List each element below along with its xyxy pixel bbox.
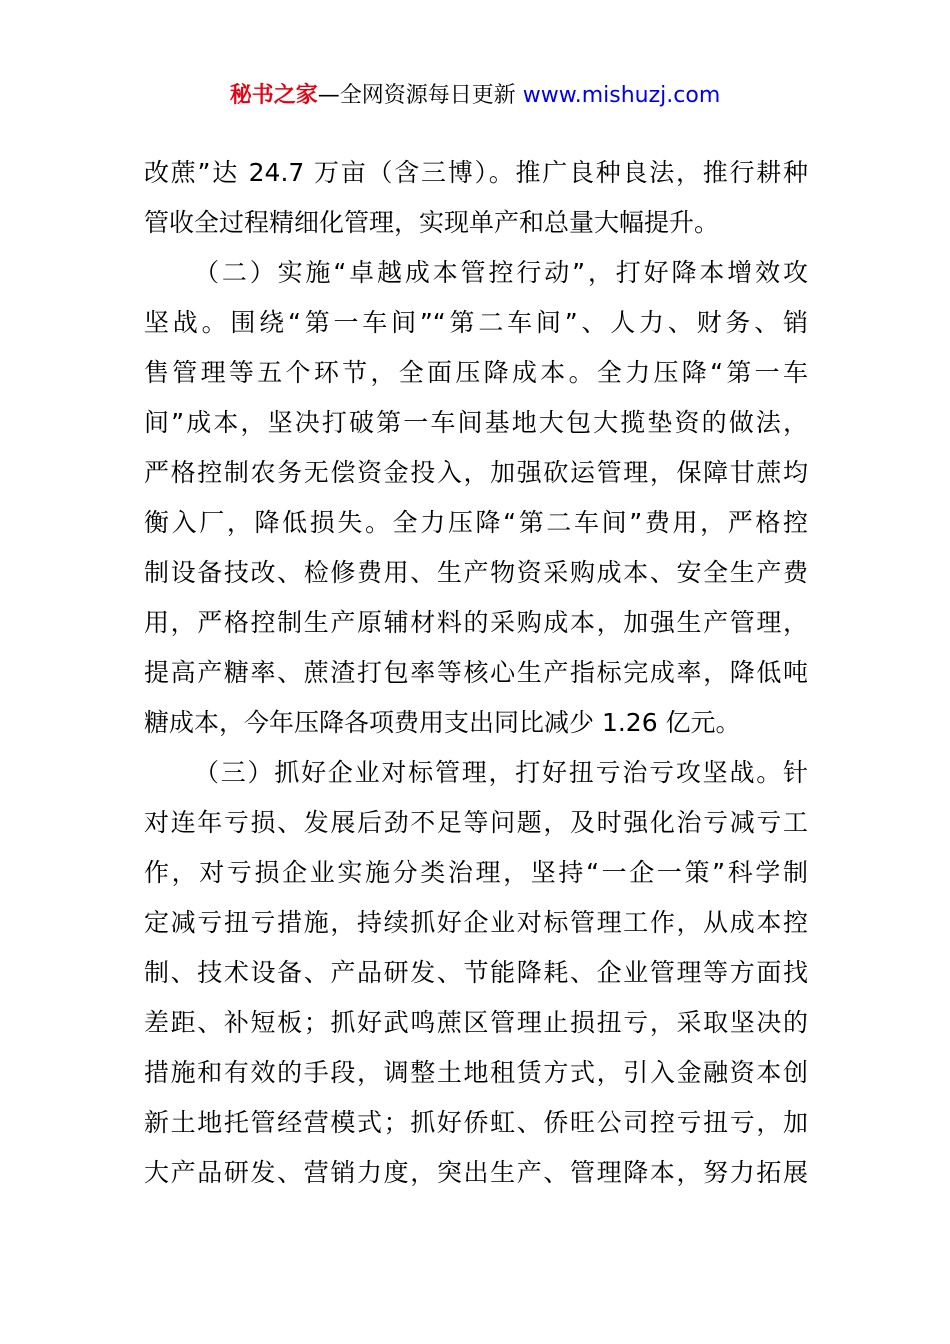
document-body xyxy=(144,148,808,1198)
text-line: 严格控制农务无偿资金投入，加强砍运管理，保障甘蔗均 xyxy=(144,458,808,487)
text-line: 用，严格控制生产原辅材料的采购成本，加强生产管理， xyxy=(144,608,808,637)
text-line: 制、技术设备、产品研发、节能降耗、企业管理等方面找 xyxy=(144,958,808,987)
text-line: 大产品研发、营销力度，突出生产、管理降本，努力拓展 xyxy=(144,1158,808,1187)
text-line: 改蔗”达 24.7 万亩（含三博）。推广良种良法，推行耕种 xyxy=(144,158,808,187)
text-line: 提高产糖率、蔗渣打包率等核心生产指标完成率，降低吨 xyxy=(144,658,808,687)
text-line: 衡入厂，降低损失。全力压降“第二车间”费用，严格控 xyxy=(144,508,808,537)
site-header xyxy=(0,80,950,112)
text-line: 坚战。围绕“第一车间”“第二车间”、人力、财务、销 xyxy=(144,308,808,337)
text-line: 差距、补短板；抓好武鸣蔗区管理止损扭亏，采取坚决的 xyxy=(144,1008,808,1037)
text-line: 措施和有效的手段，调整土地租赁方式，引入金融资本创 xyxy=(144,1058,808,1087)
paragraph-heading-line: （三）抓好企业对标管理，打好扭亏治亏攻坚战。针 xyxy=(194,758,808,787)
text-line: 管收全过程精细化管理，实现单产和总量大幅提升。 xyxy=(144,208,720,237)
text-line: 糖成本，今年压降各项费用支出同比减少 1.26 亿元。 xyxy=(144,708,741,737)
paragraph-heading-line: （二）实施“卓越成本管控行动”，打好降本增效攻 xyxy=(194,258,808,287)
text-line: 新土地托管经营模式；抓好侨虹、侨旺公司控亏扭亏，加 xyxy=(144,1108,808,1137)
text-line: 定减亏扭亏措施，持续抓好企业对标管理工作，从成本控 xyxy=(144,908,808,937)
site-url-link[interactable]: www.mishuzj.com xyxy=(522,83,721,108)
brand-name: 秘书之家 xyxy=(229,83,318,108)
text-line: 对连年亏损、发展后劲不足等问题，及时强化治亏减亏工 xyxy=(144,808,808,837)
text-line: 制设备技改、检修费用、生产物资采购成本、安全生产费 xyxy=(144,558,808,587)
header-tagline: —全网资源每日更新 xyxy=(317,83,523,108)
text-line: 间”成本，坚决打破第一车间基地大包大揽垫资的做法， xyxy=(144,408,808,437)
text-line: 售管理等五个环节，全面压降成本。全力压降“第一车 xyxy=(144,358,808,387)
text-line: 作，对亏损企业实施分类治理，坚持“一企一策”科学制 xyxy=(144,858,808,887)
